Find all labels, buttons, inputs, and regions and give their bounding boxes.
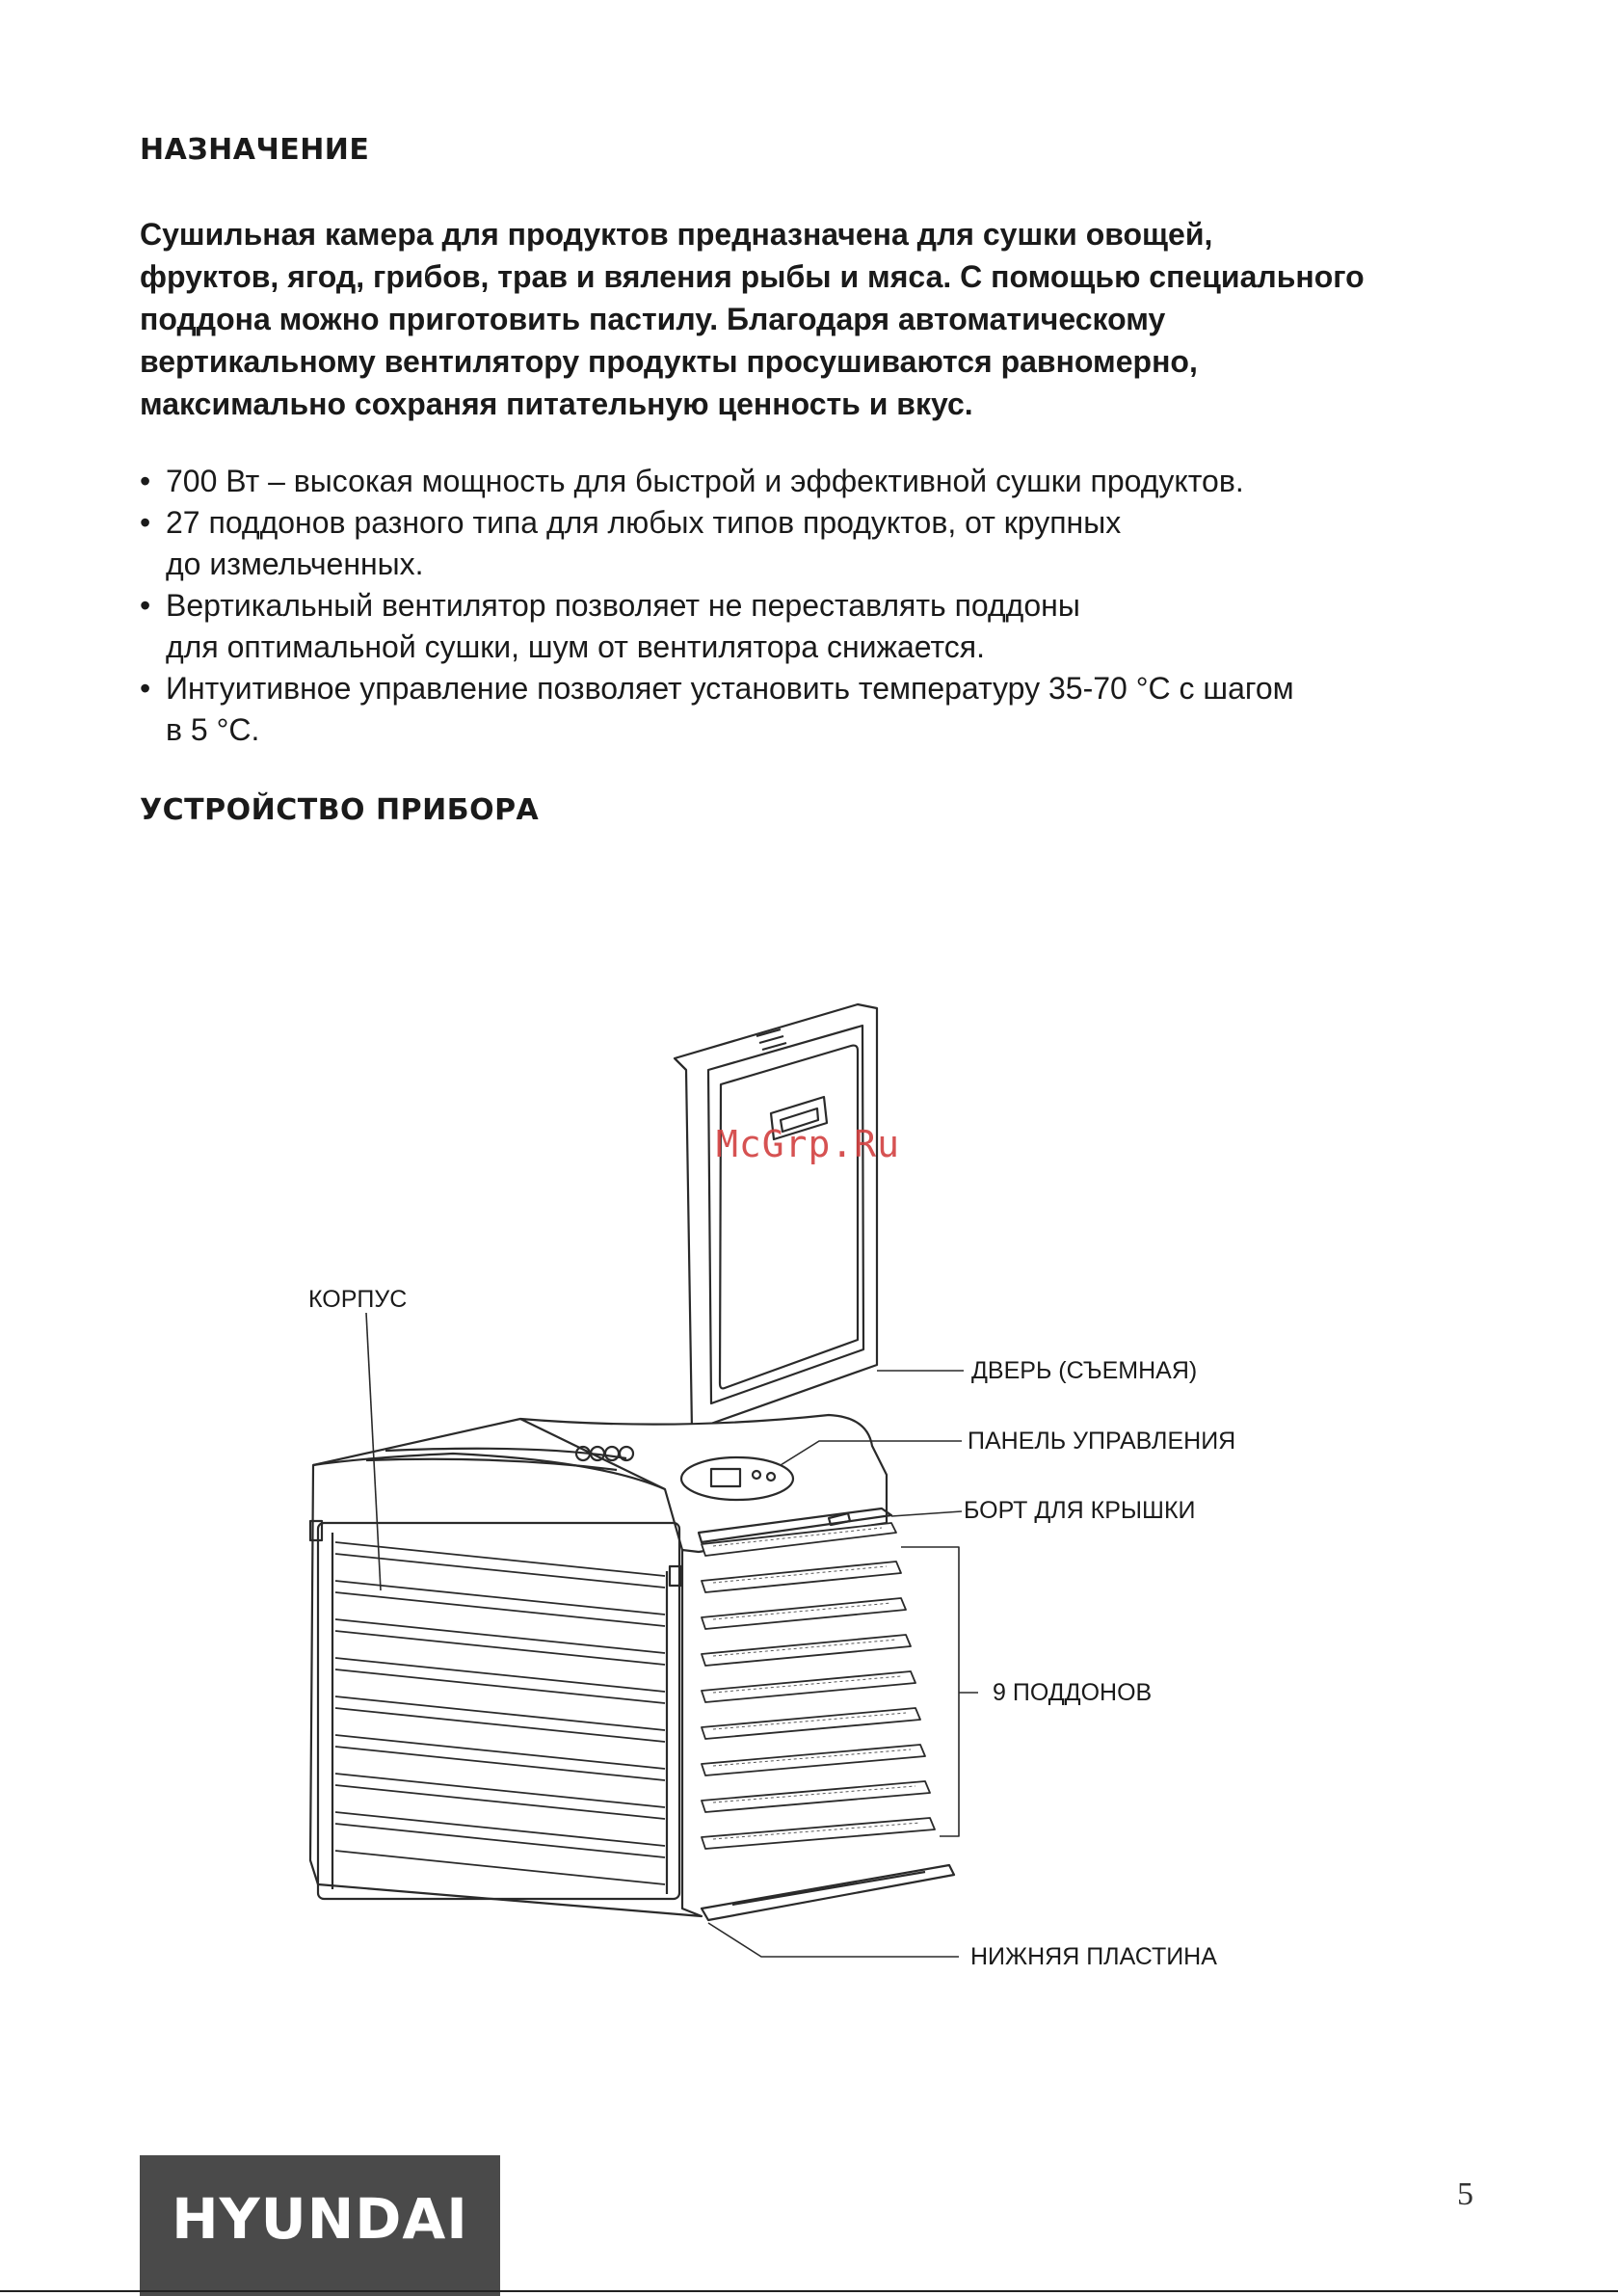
section-title-purpose: НАЗНАЧЕНИЕ — [140, 133, 370, 167]
trays-illustration — [702, 1523, 935, 1849]
intro-line: фруктов, ягод, грибов, трав и вяления рыбы и мяса. С помощью специального — [140, 259, 1365, 294]
intro-line: вертикальному вентилятору продукты просушиваются равномерно, — [140, 344, 1198, 379]
label-body: КОРПУС — [308, 1286, 408, 1313]
feature-line: • 27 поддонов разного типа для любых типов продуктов, от крупных — [166, 505, 1122, 540]
feature-item — [140, 461, 1508, 502]
label-bottom-plate: НИЖНЯЯ ПЛАСТИНА — [970, 1943, 1217, 1970]
feature-line: до измельченных. — [166, 547, 424, 581]
feature-item — [140, 668, 1508, 751]
feature-line: • Вертикальный вентилятор позволяет не переставлять поддоны — [166, 588, 1080, 623]
label-door: ДВЕРЬ (СЪЕМНАЯ) — [971, 1357, 1198, 1384]
feature-item — [140, 502, 1508, 585]
feature-item — [140, 585, 1508, 668]
door-illustration — [675, 1004, 877, 1430]
watermark: McGrp.Ru — [716, 1123, 901, 1165]
intro-line: поддона можно приготовить пастилу. Благодаря автоматическому — [140, 302, 1166, 336]
bottom-divider — [0, 2290, 1618, 2292]
feature-list — [140, 461, 1508, 751]
intro-paragraph — [140, 213, 1508, 425]
brand-logo — [140, 2155, 500, 2296]
feature-line: • 700 Вт – высокая мощность для быстрой и эффективной сушки продуктов. — [166, 464, 1244, 498]
feature-line: • Интуитивное управление позволяет установить температуру 35-70 °C с шагом — [166, 671, 1294, 706]
feature-line: для оптимальной сушки, шум от вентилятора снижается. — [166, 629, 985, 664]
page-number: 5 — [1457, 2176, 1473, 2212]
bottom-plate-illustration — [702, 1865, 954, 1920]
brand-logo-text: HYUNDAI — [172, 2186, 468, 2252]
label-control-panel: ПАНЕЛЬ УПРАВЛЕНИЯ — [968, 1428, 1236, 1455]
section-title-device: УСТРОЙСТВО ПРИБОРА — [140, 793, 540, 827]
label-trays: 9 ПОДДОНОВ — [993, 1679, 1153, 1706]
intro-line: Сушильная камера для продуктов предназначена для сушки овощей, — [140, 217, 1213, 252]
label-rim: БОРТ ДЛЯ КРЫШКИ — [964, 1497, 1196, 1524]
feature-line: в 5 °C. — [166, 712, 260, 747]
intro-line: максимально сохраняя питательную ценность и вкус. — [140, 387, 973, 421]
